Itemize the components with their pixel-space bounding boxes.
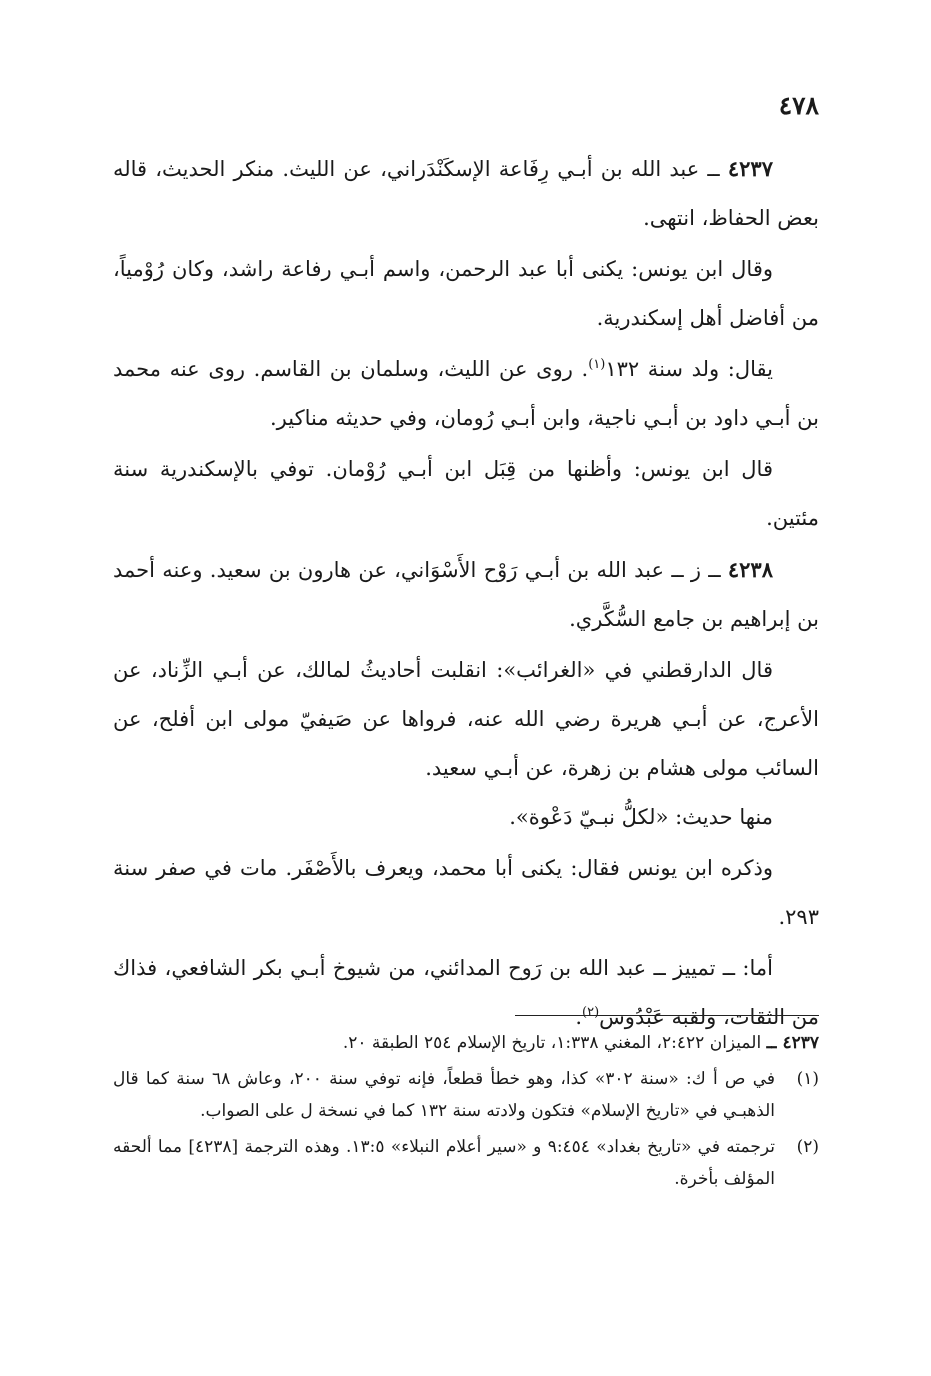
paragraph-text: أما: ــ تمييز ــ عبد الله بن رَوح المدائني، من شيوخ أبـي بكر الشافعي، فذاك من الثقات، ولقبه عَبْدُوس: [113, 956, 819, 1029]
paragraph-text: قال ابن يونس: وأظنها من قِبَل ابن أبـي رُوْمان. توفي بالإسكندرية سنة مئتين.: [113, 457, 819, 530]
footnote-text: في ص أ ك: «سنة ٣٠٢» كذا، وهو خطأ قطعاً، فإنه توفي سنة ٢٠٠، وعاش ٦٨ سنة كما قال الذهبـي في «تاريخ الإسلام» فتكون ولادته سنة ١٣٢ كما في نسخة ل على الصواب.: [113, 1069, 775, 1121]
paragraph-text: وقال ابن يونس: يكنى أبا عبد الرحمن، واسم أبـي رفاعة راشد، وكان رُوْمياً، من أفاضل أهل إسكندرية.: [113, 257, 819, 330]
footnote-marker: (١): [796, 1069, 819, 1089]
footnotes: [113, 1027, 819, 1199]
ibn-yunus-mention-paragraph: [113, 844, 819, 942]
paragraph-text: عبد الله بن أبـي رِفَاعة الإسكَنْدَراني، عن الليث. منكر الحديث، قاله بعض الحفاظ، انتهى.: [113, 157, 819, 230]
entry-number: ٤٢٣٨: [727, 557, 773, 582]
entry-number: ٤٢٣٧: [727, 156, 773, 181]
entry-4238-paragraph: [113, 545, 819, 644]
footnote-text: ترجمته في «تاريخ بغداد» ٩:٤٥٤ و «سير أعلام النبلاء» ١٣:٥. وهذه الترجمة [٤٢٣٨] مما ألحقه المؤلف بأخرة.: [113, 1137, 775, 1189]
footnote-text: الميزان ٢:٤٢٢، المغني ١:٣٣٨، تاريخ الإسلام ٢٥٤ الطبقة ٢٠.: [342, 1033, 762, 1053]
paragraph-text: يقال: ولد سنة ١٣٢: [605, 357, 773, 381]
ibn-yunus-paragraph: [113, 245, 819, 343]
paragraph-text: منها حديث: «لكلُّ نبـيّ دَعْوة».: [509, 805, 773, 829]
entry-dash: ــ: [701, 558, 728, 582]
birth-paragraph: [113, 345, 819, 443]
death-paragraph: [113, 445, 819, 543]
paragraph-text: ز ــ عبد الله بن أبـي رَوْح الأَسْوَاني، عن هارون بن سعيد. وعنه أحمد بن إبراهيم بن جامع السُّكَّري.: [113, 558, 819, 631]
footnote-marker: ٤٢٣٧ ــ: [766, 1033, 819, 1053]
paragraph-text: قال الدارقطني في «الغرائب»: انقلبت أحاديثُ لمالك، عن أبـي الزِّناد، عن الأعرج، عن أبـي هريرة رضي الله عنه، فرواها عن صَيفيّ مولى ابن أفلح، عن السائب مولى هشام بن زهرة، عن أبـي سعيد.: [113, 658, 819, 780]
footnote-reference-1: (١): [588, 357, 606, 372]
footnote-separator: [515, 1015, 819, 1016]
hadith-paragraph: [113, 793, 819, 842]
entry-dash: ــ: [699, 157, 728, 181]
footnote-1: [113, 1063, 819, 1127]
footnote-2: [113, 1131, 819, 1195]
paragraph-text: . روى عن الليث، وسلمان بن القاسم. روى عنه محمد بن أبـي داود بن أبـي ناجية، وابن أبـي رُومان، وفي حديثه مناكير.: [113, 357, 819, 430]
paragraph-text: وذكره ابن يونس فقال: يكنى أبا محمد، ويعرف بالأَصْفَر. مات في صفر سنة ٢٩٣.: [113, 856, 819, 929]
footnote-sources: [113, 1027, 819, 1059]
daraqutni-paragraph: [113, 646, 819, 793]
main-text: [113, 144, 819, 1042]
footnote-reference-2: (٢): [582, 1005, 600, 1020]
page-number: ٤٧٨: [778, 91, 819, 120]
entry-4237-paragraph: [113, 144, 819, 243]
footnote-marker: (٢): [796, 1137, 819, 1157]
paragraph-text: .: [575, 1005, 583, 1029]
